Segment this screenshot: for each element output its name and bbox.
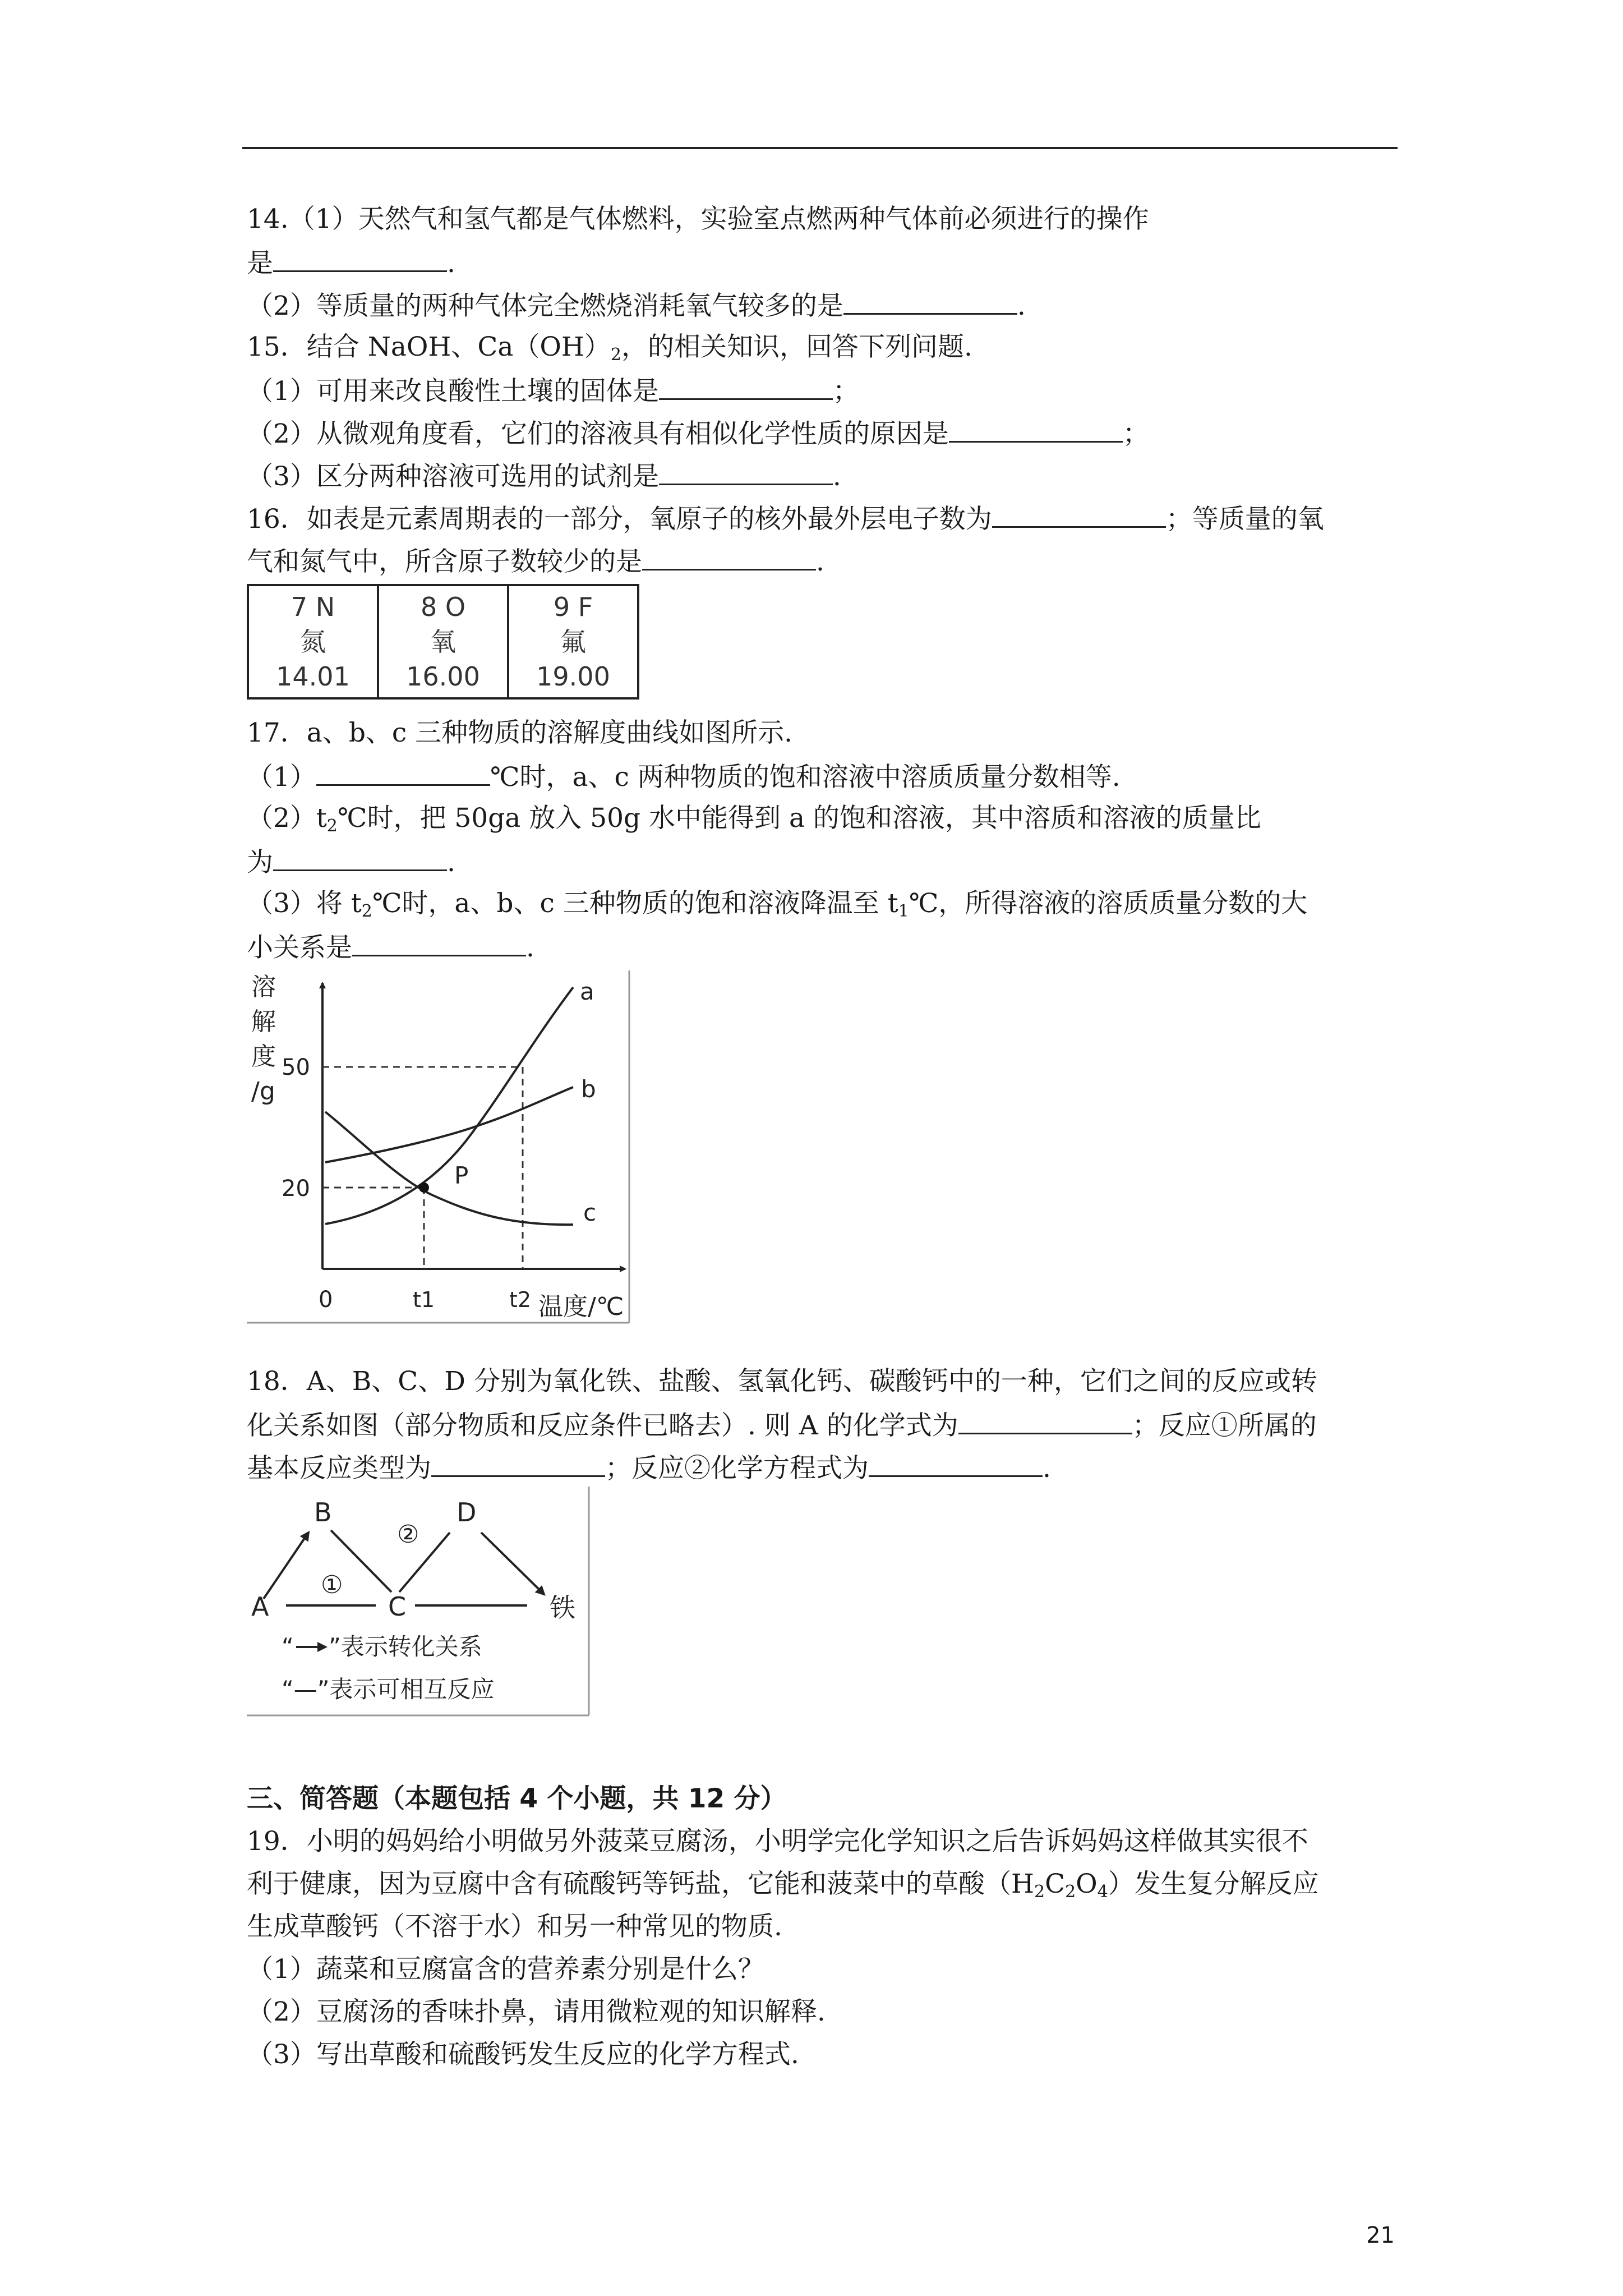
q18-text-1: 18．A、B、C、D 分别为氧化铁、盐酸、氢氧化钙、碳酸钙中的一种，它们之间的反应或转 xyxy=(247,1366,1317,1397)
arrow-d-to-iron xyxy=(481,1533,544,1594)
q14-text-1: 14.（1）天然气和氢气都是气体燃料，实验室点燃两种气体前必须进行的操作 xyxy=(247,204,1149,234)
q17-line-5 xyxy=(247,886,1402,921)
answer-blank[interactable] xyxy=(273,245,447,272)
q17-text-5c: ℃，所得溶液的溶质质量分数的大 xyxy=(909,888,1308,919)
y-tick-50: 50 xyxy=(282,1055,310,1080)
element-mass: 14.01 xyxy=(276,661,350,692)
subscript: 2 xyxy=(326,816,338,836)
q15-text-2-end: ； xyxy=(832,376,859,407)
q17-line-2 xyxy=(247,758,1402,795)
q16-line-2 xyxy=(247,543,1402,579)
q17-text-2: （1） xyxy=(247,762,316,793)
answer-blank[interactable] xyxy=(273,844,447,871)
answer-blank[interactable] xyxy=(316,758,490,786)
y-label-char-4: /g xyxy=(251,1077,275,1106)
q16-text-2: 气和氮气中，所含原子数较少的是 xyxy=(247,546,642,577)
q17-line-3 xyxy=(247,801,1402,836)
node-iron: 铁 xyxy=(550,1593,575,1623)
q19-text-5: （2）豆腐汤的香味扑鼻，请用微粒观的知识解释. xyxy=(247,1996,826,2027)
curve-c-label: c xyxy=(583,1199,597,1226)
section-3-title: 三、简答题（本题包括 4 个小题，共 12 分） xyxy=(247,1783,787,1814)
element-name: 氮 xyxy=(300,627,326,657)
element-mass: 19.00 xyxy=(536,661,610,692)
q17-line-4 xyxy=(247,844,1402,880)
node-b: B xyxy=(314,1497,332,1527)
q15-line-1 xyxy=(247,330,1402,365)
q14-text-3-end: . xyxy=(1017,291,1026,321)
answer-blank[interactable] xyxy=(992,500,1166,528)
q15-text-3-end: ； xyxy=(1122,418,1149,449)
curve-b xyxy=(325,1087,573,1162)
q14-line-3 xyxy=(247,287,1402,324)
q19-text-4: （1）蔬菜和豆腐富含的营养素分别是什么？ xyxy=(247,1954,764,1985)
element-number-symbol: 9 F xyxy=(553,592,593,622)
q18-line-1 xyxy=(247,1364,1402,1399)
header-rule xyxy=(242,147,1398,149)
element-name: 氟 xyxy=(560,627,586,657)
q18-line-3 xyxy=(247,1450,1402,1486)
legend-conversion: ”表示转化关系 xyxy=(329,1633,482,1660)
q18-text-3: 基本反应类型为 xyxy=(247,1453,431,1484)
periodic-table-fragment xyxy=(247,584,639,700)
node-c: C xyxy=(388,1591,407,1622)
curve-b-label: b xyxy=(581,1075,596,1103)
solubility-curve-figure xyxy=(247,970,634,1329)
q17-text-6: 小关系是 xyxy=(247,932,352,963)
q19-text-2b: C xyxy=(1045,1869,1066,1899)
q17-text-1: 17．a、b、c 三种物质的溶解度曲线如图所示. xyxy=(247,717,793,748)
q19-line-4 xyxy=(247,1952,1402,1987)
q17-line-6 xyxy=(247,929,1402,965)
section-3-heading xyxy=(247,1782,1402,1816)
q18-text-3-end: . xyxy=(1043,1453,1051,1484)
q15-text-4: （3）区分两种溶液可选用的试剂是 xyxy=(247,461,659,492)
point-p-label: P xyxy=(454,1162,469,1189)
legend-reaction: “—”表示可相互反应 xyxy=(282,1676,495,1703)
q17-text-5a: （3）将 t xyxy=(247,888,362,919)
element-cell-nitrogen xyxy=(248,585,378,698)
q17-line-1 xyxy=(247,716,1402,751)
answer-blank[interactable] xyxy=(843,287,1017,315)
q15-text-1a: 15．结合 NaOH、Ca（OH） xyxy=(247,332,611,362)
reaction-1-label: ① xyxy=(321,1571,343,1599)
q17-text-3b: ℃时，把 50ga 放入 50g 水中能得到 a 的饱和溶液，其中溶质和溶液的质量比 xyxy=(337,803,1261,834)
y-tick-20: 20 xyxy=(282,1176,310,1202)
q14-text-2: 是 xyxy=(247,248,273,279)
q14-line-2 xyxy=(247,245,1402,281)
q19-line-5 xyxy=(247,1995,1402,2030)
q19-text-1: 19．小明的妈妈给小明做另外菠菜豆腐汤，小明学完化学知识之后告诉妈妈这样做其实很不 xyxy=(247,1826,1308,1857)
q17-text-5b: ℃时，a、b、c 三种物质的饱和溶液降温至 t xyxy=(372,888,898,919)
q17-text-4: 为 xyxy=(247,847,273,878)
curve-c xyxy=(325,1112,573,1225)
curve-a-label: a xyxy=(580,978,594,1005)
q19-line-1 xyxy=(247,1824,1402,1859)
q18-text-2-end: ；反应①所属的 xyxy=(1132,1410,1317,1441)
subscript: 2 xyxy=(1065,1882,1076,1902)
node-d: D xyxy=(457,1497,477,1527)
q18-line-2 xyxy=(247,1407,1402,1443)
element-number-symbol: 8 O xyxy=(420,592,466,622)
q19-text-3: 生成草酸钙（不溶于水）和另一种常见的物质. xyxy=(247,1911,782,1942)
answer-blank[interactable] xyxy=(869,1450,1043,1477)
element-cell-fluorine xyxy=(508,585,638,698)
answer-blank[interactable] xyxy=(642,543,816,570)
subscript: 4 xyxy=(1097,1882,1108,1902)
x-tick-t1: t1 xyxy=(413,1287,435,1312)
q19-text-2a: 利于健康，因为豆腐中含有硫酸钙等钙盐，它能和菠菜中的草酸（H xyxy=(247,1869,1034,1899)
y-label-char-1: 溶 xyxy=(251,973,276,1001)
q16-text-1-end: ；等质量的氧 xyxy=(1165,504,1324,535)
legend-arrow-quote-open: “ xyxy=(282,1633,294,1660)
q15-text-4-end: . xyxy=(832,461,841,492)
q16-line-1 xyxy=(247,500,1402,537)
y-label-char-3: 度 xyxy=(251,1042,276,1071)
element-mass: 16.00 xyxy=(406,661,480,692)
element-cell-oxygen xyxy=(378,585,508,698)
q14-text-3: （2）等质量的两种气体完全燃烧消耗氧气较多的是 xyxy=(247,291,843,321)
element-number-symbol: 7 N xyxy=(291,592,335,622)
element-name: 氧 xyxy=(430,627,456,657)
q16-text-1: 16．如表是元素周期表的一部分，氧原子的核外最外层电子数为 xyxy=(247,504,992,535)
reaction-relationship-diagram xyxy=(247,1487,594,1719)
answer-blank[interactable] xyxy=(431,1450,605,1477)
q16-text-2-end: . xyxy=(816,546,824,577)
answer-blank[interactable] xyxy=(958,1407,1132,1434)
node-a: A xyxy=(251,1591,269,1622)
q15-line-3 xyxy=(247,415,1402,452)
q17-text-4-end: . xyxy=(447,847,455,878)
page-number: 21 xyxy=(1366,2223,1395,2248)
curve-a xyxy=(325,987,573,1224)
q14-text-2-end: . xyxy=(447,248,455,279)
q17-text-6-end: . xyxy=(526,932,534,963)
q15-line-2 xyxy=(247,372,1402,409)
answer-blank[interactable] xyxy=(659,458,833,485)
q15-line-4 xyxy=(247,458,1402,494)
q19-text-6: （3）写出草酸和硫酸钙发生反应的化学方程式. xyxy=(247,2039,799,2070)
q19-line-3 xyxy=(247,1910,1402,1944)
q14-line-1 xyxy=(247,202,1402,237)
q15-text-1b: ，的相关知识，回答下列问题. xyxy=(621,332,972,362)
q19-line-6 xyxy=(247,2037,1402,2072)
subscript: 2 xyxy=(361,901,372,921)
subscript: 1 xyxy=(898,901,909,921)
arrow-a-to-b xyxy=(264,1533,308,1599)
q19-line-2 xyxy=(247,1867,1402,1902)
q15-text-2: （1）可用来改良酸性土壤的固体是 xyxy=(247,376,659,407)
q19-text-2c: O xyxy=(1076,1869,1098,1899)
subscript: 2 xyxy=(610,345,622,365)
x-tick-t2: t2 xyxy=(509,1287,532,1312)
origin-label: 0 xyxy=(319,1287,333,1313)
q18-text-3-mid: ；反应②化学方程式为 xyxy=(605,1453,869,1484)
answer-blank[interactable] xyxy=(659,372,833,400)
subscript: 2 xyxy=(1034,1882,1045,1902)
answer-blank[interactable] xyxy=(352,929,526,956)
answer-blank[interactable] xyxy=(949,415,1123,443)
reaction-2-label: ② xyxy=(397,1520,419,1549)
y-label-char-2: 解 xyxy=(251,1007,276,1036)
x-axis-label: 温度/℃ xyxy=(538,1292,624,1321)
q17-text-3a: （2）t xyxy=(247,803,327,834)
q15-text-3: （2）从微观角度看，它们的溶液具有相似化学性质的原因是 xyxy=(247,418,949,449)
intersection-point-p xyxy=(419,1182,429,1193)
q18-text-2: 化关系如图（部分物质和反应条件已略去）. 则 A 的化学式为 xyxy=(247,1410,958,1441)
q17-text-2-end: ℃时，a、c 两种物质的饱和溶液中溶质质量分数相等. xyxy=(490,762,1121,793)
q19-text-2d: ）发生复分解反应 xyxy=(1108,1869,1319,1899)
